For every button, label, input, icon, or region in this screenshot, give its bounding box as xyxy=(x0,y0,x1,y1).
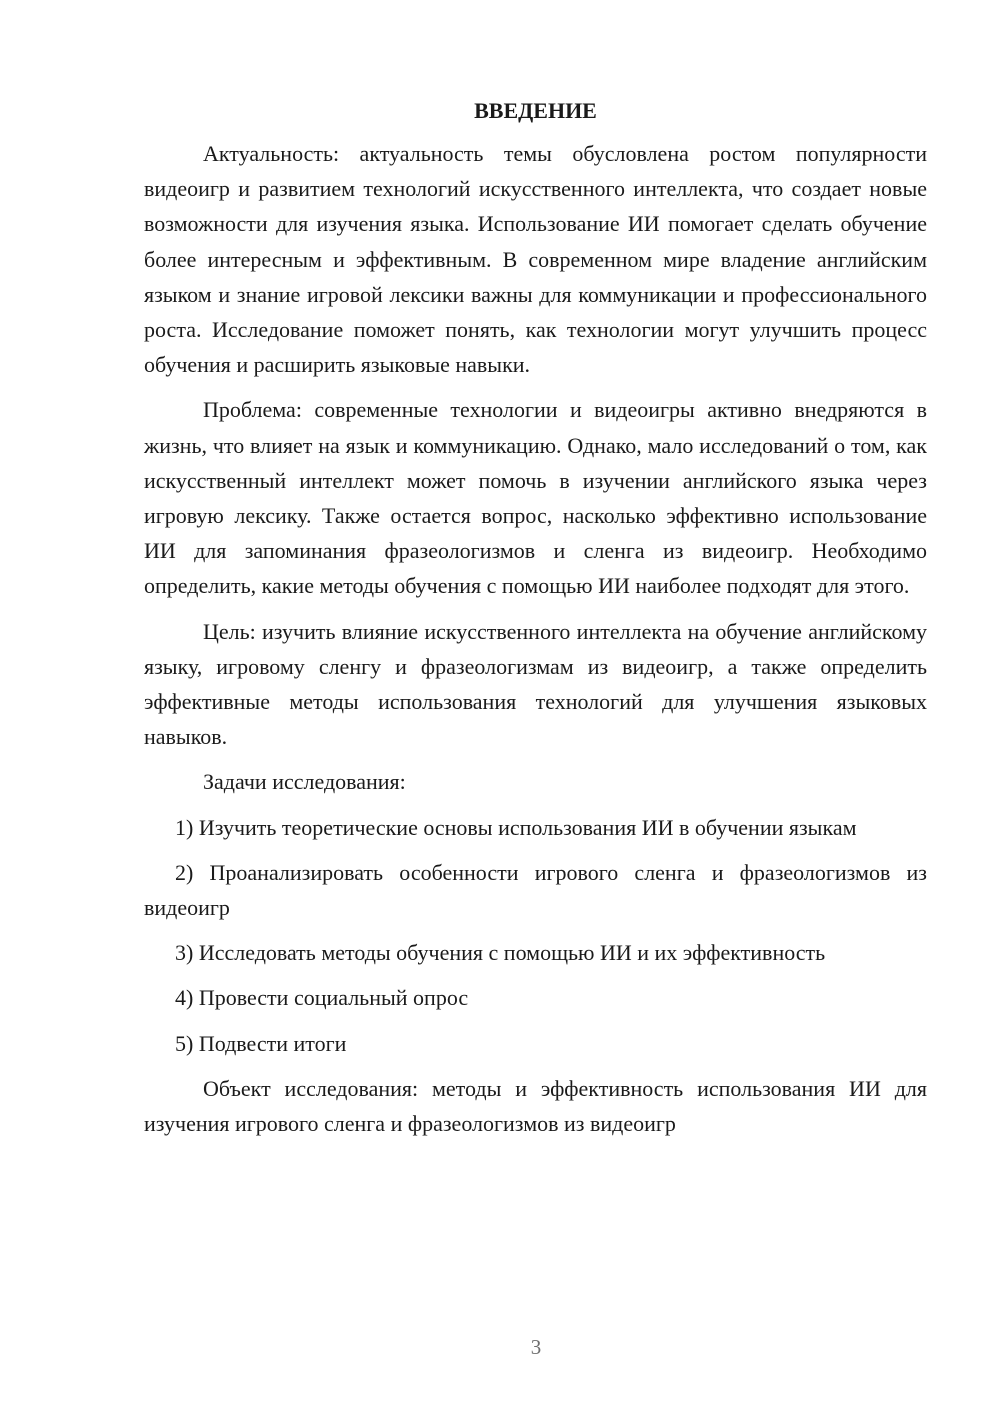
tasks-heading: Задачи исследования: xyxy=(203,769,406,795)
page-content xyxy=(144,96,927,1151)
task-item: 1) Изучить теоретические основы использования ИИ в обучении языкам xyxy=(175,814,857,840)
paragraph-relevance: Актуальность: актуальность темы обусловлена ростом популярности видеоигр и развитием технологий искусственного интеллекта, что создает новые возможности для изучения языка. Использование ИИ помогает сделать обучение более интересным и эффективным. В современном мире владение английским языком и знание игровой лексики важны для коммуникации и профессионального роста. Исследование поможет понять, как технологии могут улучшить процесс обучения и расширить языковые навыки. xyxy=(144,141,927,378)
tasks-list xyxy=(144,810,927,1061)
task-item: 4) Провести социальный опрос xyxy=(175,985,469,1011)
task-item: 3) Исследовать методы обучения с помощью ИИ и их эффективность xyxy=(175,940,826,966)
task-item: 2) Проанализировать особенности игрового сленга и фразеологизмов из видеоигр xyxy=(144,859,927,921)
task-item: 5) Подвести итоги xyxy=(175,1030,347,1056)
section-title: ВВЕДЕНИЕ xyxy=(474,98,597,123)
paragraph-object: Объект исследования: методы и эффективность использования ИИ для изучения игрового сленга и фразеологизмов из видеоигр xyxy=(144,1075,927,1137)
paragraph-problem: Проблема: современные технологии и видеоигры активно внедряются в жизнь, что влияет на язык и коммуникацию. Однако, мало исследований о том, как искусственный интеллект может помочь в изучении английского языка через игровую лексику. Также остается вопрос, насколько эффективно использование ИИ для запоминания фразеологизмов и сленга из видеоигр. Необходимо определить, какие методы обучения с помощью ИИ наиболее подходят для этого. xyxy=(144,397,927,599)
paragraph-goal: Цель: изучить влияние искусственного интеллекта на обучение английскому языку, игровому сленгу и фразеологизмам из видеоигр, а также определить эффективные методы использования технологий для улучшения языковых навыков. xyxy=(144,618,927,750)
page-number: 3 xyxy=(530,1335,542,1359)
